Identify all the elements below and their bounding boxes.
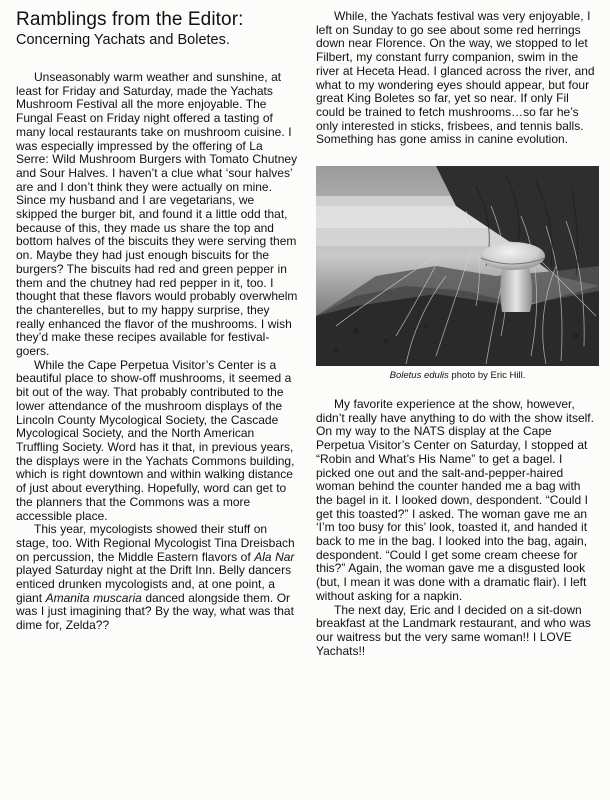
paragraph-text: While, the Yachats festival was very enjoyable, I left on Sunday to go see about some red herrings down near Florence. On the way, we stopped to let Filbert, my constant furry companion, swim in the river at Heceta Head. I glanced across the river, and what to my wondering eyes should appear, but four great King Boletes so far, yet so near. If only Fil could be trained to fetch mushrooms…so far he’s only interested in sticks, frisbees, and tennis balls. Something has gone amiss in canine evolution.	[316, 9, 595, 147]
photo-caption	[316, 370, 599, 382]
paragraph-text: played Saturday night at the Drift Inn. Belly dancers enticed drunken mycologists and, at one point, a giant	[16, 563, 292, 605]
paragraph-text: While the Cape Perpetua Visitor’s Center is a beautiful place to show-off mushrooms, it seemed a bit out of the way. That probably contributed to the lower attendance of the mushroom displays of the Lincoln County Mycological Society, the Cascade Mycological Society, and the North American Truffling Society. Word has it that, in previous years, the displays were in the Yachats Commons building, which is right downtown and within walking distance of just about everything. Hopefully, word can get to the planners that the Commons was a more accessible place.	[16, 357, 295, 523]
article-paragraph	[316, 10, 599, 147]
article-paragraph	[316, 604, 599, 659]
article-subtitle: Concerning Yachats and Boletes.	[16, 32, 230, 48]
caption-credit: photo by Eric Hill.	[448, 370, 526, 382]
boletus-photo-image	[316, 166, 599, 366]
paragraph-text: The next day, Eric and I decided on a sit-down breakfast at the Landmark restaurant, and who was our waitress but the very same woman!! I LOVE Yachats!!	[316, 602, 591, 658]
italic-text: Amanita muscaria	[45, 590, 142, 605]
right-column-body-top	[316, 10, 599, 147]
paragraph-text: Unseasonably warm weather and sunshine, at least for Friday and Saturday, made the Yachats Mushroom Festival all the more enjoyable. The Fungal Feast on Friday night offered a tasting of many local restaurants take on mushroom cuisine. I was especially impressed by the offering of La Serre: Wild Mushroom Burgers with Tomato Chutney and Sour Halves. I haven’t a clue what ‘sour halves’ are and I don’t think they were actually on mine. Since my husband and I are vegetarians, we skipped the burger bit, and found it a little odd that, because of this, they made us share the top and bottom halves of the biscuits they were serving them on. Maybe they had just enough biscuits for the burgers? The biscuits had red and green pepper in them and the chutney had red pepper in it, too. I thought that these flavors would probably overwhelm the chanterelles, but to my happy surprise, they really enhanced the flavor of the mushrooms. I wish they’d make these recipes available for festival-goers.	[16, 70, 298, 359]
paragraph-text: danced alongside them. Or was I just imagining that? By the way, what was that dime for, Zelda??	[16, 590, 294, 633]
italic-text: Ala Nar	[254, 549, 295, 564]
article-title: Ramblings from the Editor:	[16, 9, 244, 30]
article-paragraph	[16, 523, 298, 633]
right-column	[316, 10, 599, 658]
caption-species: Boletus edulis	[389, 370, 449, 382]
paragraph-text: This year, mycologists showed their stuff on stage, too. With Regional Mycologist Tina Dreisbach on percussion, the Middle Eastern flavors of	[16, 522, 295, 564]
article-paragraph	[16, 359, 298, 523]
paragraph-text: My favorite experience at the show, however, didn’t really have anything to do with the show itself. On my way to the NATS display at the Cape Perpetua Visitor’s Center on Saturday, I stopped at “Robin and What’s His Name” to get a bagel. I picked one out and the salt-and-pepper-haired woman behind the counter handed me a bag with the bagel in it. I looked down, despondent. “Could I get this toasted?” I asked. The woman gave me an ‘I’m too busy for this’ look, toasted it, and handed it back to me in the bag. I looked into the bag, again, despondent. “Could I get some cream cheese for this?” Again, the woman gave me a disgusted look (but, I mean it was done with a dramatic flair). I left without asking for a napkin.	[316, 397, 594, 603]
article-paragraph	[316, 398, 599, 604]
article-paragraph	[16, 71, 298, 359]
left-column	[16, 10, 298, 633]
boletus-photo	[316, 166, 599, 366]
left-column-body	[16, 71, 298, 633]
right-column-body-bottom	[316, 398, 599, 658]
